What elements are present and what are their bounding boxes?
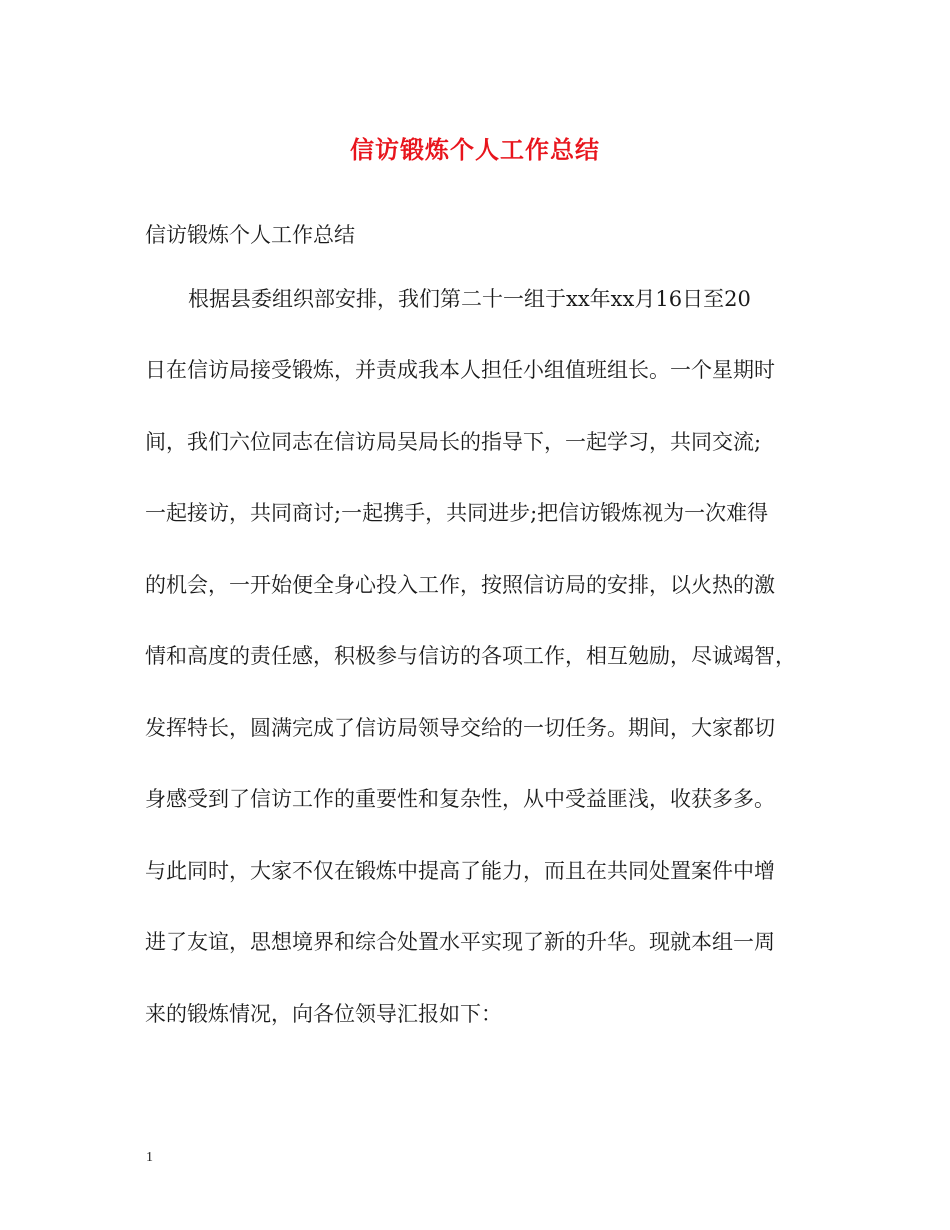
paragraph-line: 进了友谊，思想境界和综合处置水平实现了新的升华。现就本组一周 — [145, 930, 775, 954]
paragraph-line: 与此同时，大家不仅在锻炼中提高了能力，而且在共同处置案件中增 — [145, 859, 775, 883]
page-number: 1 — [146, 1150, 153, 1165]
paragraph-line: 的机会，一开始便全身心投入工作，按照信访局的安排，以火热的激 — [145, 573, 775, 597]
paragraph-line: 日在信访局接受锻炼，并责成我本人担任小组值班组长。一个星期时 — [145, 358, 775, 382]
paragraph-line: 来的锻炼情况，向各位领导汇报如下： — [145, 1002, 502, 1026]
document-title: 信访锻炼个人工作总结 — [350, 135, 600, 164]
paragraph-line: 发挥特长，圆满完成了信访局领导交给的一切任务。期间，大家都切 — [145, 716, 775, 740]
paragraph-line: 情和高度的责任感，积极参与信访的各项工作，相互勉励，尽诚竭智， — [145, 644, 796, 668]
document-subtitle: 信访锻炼个人工作总结 — [145, 223, 355, 247]
paragraph-line: 身感受到了信访工作的重要性和复杂性，从中受益匪浅，收获多多。 — [145, 787, 775, 811]
paragraph-line: 根据县委组织部安排，我们第二十一组于xx年xx月16日至20 — [188, 287, 751, 311]
paragraph-line: 一起接访，共同商讨;一起携手，共同进步;把信访锻炼视为一次难得 — [145, 501, 769, 525]
paragraph-line: 间，我们六位同志在信访局吴局长的指导下，一起学习，共同交流; — [145, 430, 762, 454]
